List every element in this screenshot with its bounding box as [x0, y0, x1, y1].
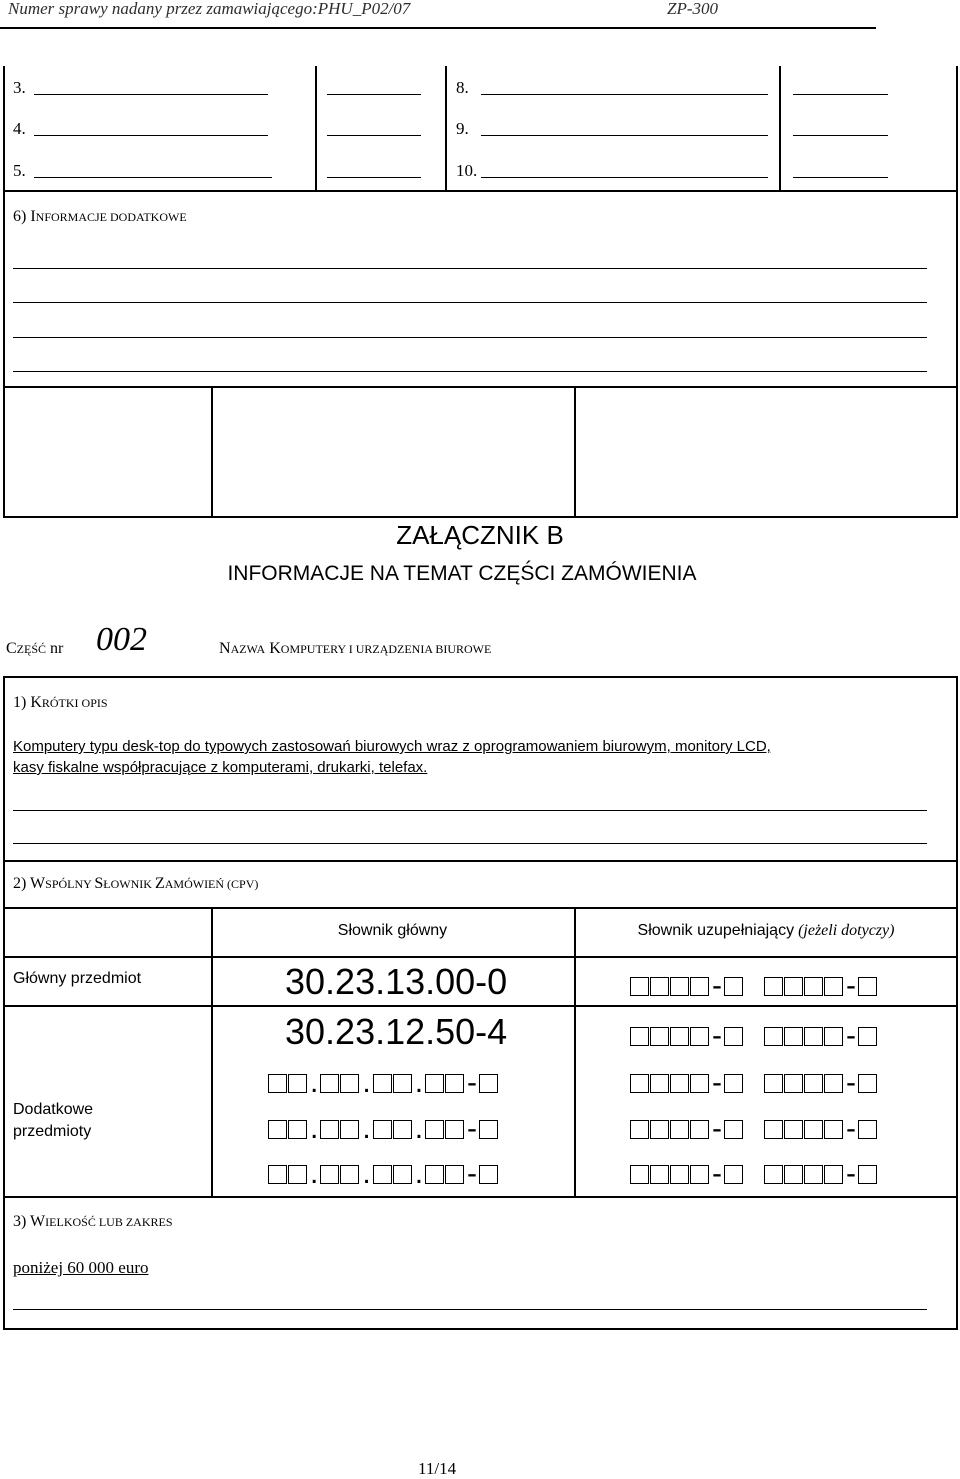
section3-title: 3) WIELKOŚĆ LUB ZAKRES [13, 1213, 173, 1230]
fill-line [13, 810, 927, 811]
annex-subtitle: INFORMACJE NA TEMAT CZĘŚCI ZAMÓWIENIA [227, 562, 697, 585]
supplementary-code-additional-2[interactable]: - - [630, 1066, 878, 1100]
col-main-dictionary: Słownik główny [337, 922, 448, 939]
additional-cpv-boxes-2[interactable]: . . . - [268, 1066, 499, 1100]
fill-line [13, 302, 927, 303]
main-subject-label: Główny przedmiot [13, 970, 142, 987]
supplementary-code-additional-1: - - [630, 1019, 878, 1053]
row-number: 4. [13, 119, 26, 138]
annex-title: ZAŁĄCZNIK B [396, 520, 564, 550]
row-number: 10. [456, 161, 478, 180]
fill-line [13, 371, 927, 372]
fill-line [327, 177, 421, 178]
supplementary-code-additional-3[interactable]: - - [630, 1112, 878, 1146]
row-number: 3. [13, 78, 26, 97]
row-number: 8. [456, 78, 469, 97]
short-description-line-1: Komputery typu desk-top do typowych zastosowań biurowych wraz z oprogramowaniem biurowym, monitory LCD, [13, 738, 771, 755]
fill-line [327, 135, 421, 136]
fill-line [34, 177, 272, 178]
fill-line [13, 268, 927, 269]
main-cpv-code: 30.23.13.00-0 [285, 961, 508, 1002]
part-label: CZĘŚĆ nr [6, 640, 64, 657]
part-name: NAZWA KOMPUTERY I URZĄDZENIA BIUROWE [219, 640, 492, 657]
fill-line [13, 843, 927, 844]
fill-line [34, 135, 268, 136]
fill-line [793, 135, 888, 136]
scope-value: poniżej 60 000 euro [13, 1258, 149, 1277]
header-code: ZP-300 [667, 0, 718, 18]
section6-title: 6) INFORMACJE DODATKOWE [13, 208, 187, 225]
fill-line [13, 1309, 927, 1310]
fill-line [793, 94, 888, 95]
additional-subjects-label: Dodatkowe przedmioty [13, 1101, 94, 1140]
fill-line [327, 94, 421, 95]
fill-line [481, 177, 768, 178]
fill-line [481, 94, 768, 95]
fill-line [13, 337, 927, 338]
header-case-number: Numer sprawy nadany przez zamawiającego:PHU_P02/07 [8, 0, 411, 18]
fill-line [793, 177, 888, 178]
part-number: 002 [96, 621, 147, 658]
row-number: 5. [13, 161, 26, 180]
row-number: 9. [456, 119, 469, 138]
additional-cpv-boxes-4[interactable]: . . . - [268, 1157, 499, 1191]
additional-cpv-code-1: 30.23.12.50-4 [285, 1011, 508, 1052]
col-supplementary-dictionary: Słownik uzupełniający (jeżeli dotyczy) [637, 922, 895, 939]
supplementary-code-main: - - [630, 969, 878, 1003]
fill-line [481, 135, 768, 136]
header-rule [0, 27, 876, 29]
section2-title: 2) WSPÓLNY SŁOWNIK ZAMÓWIEŃ (CPV) [13, 875, 259, 892]
page-number: 11/14 [418, 1459, 457, 1478]
short-description-line-2: kasy fiskalne współpracujące z komputerami, drukarki, telefax. [13, 759, 428, 776]
additional-cpv-boxes-3[interactable]: . . . - [268, 1112, 499, 1146]
section1-title: 1) KRÓTKI OPIS [13, 694, 108, 711]
supplementary-code-additional-4[interactable]: - - [630, 1157, 878, 1191]
fill-line [34, 94, 268, 95]
